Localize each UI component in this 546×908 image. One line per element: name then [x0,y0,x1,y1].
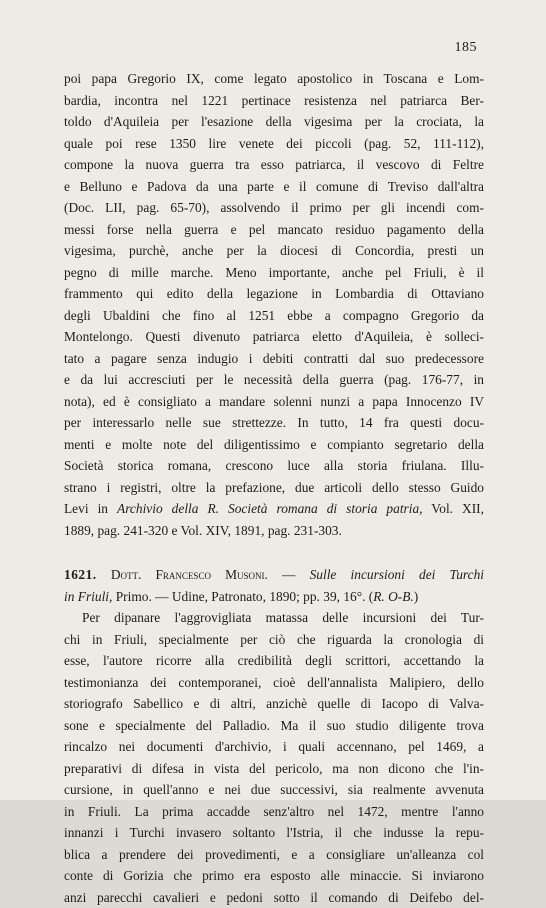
entry-dash: — [268,567,310,582]
entry-title-continued: in Friuli, [64,589,112,604]
text-line [64,498,484,520]
bibliography-entry [64,564,484,607]
text-line: testimonianza dei contemporanei, cioè dell'annalista Malipiero, dello [64,672,484,694]
text-fragment: Levi in [64,501,117,516]
journal-title: Archivio della R. Società romana di storia patria, [117,501,422,516]
text-line: (Doc. LII, pag. 65-70), assolvendo il primo per gli incendi com- [64,197,484,219]
text-line: chi in Friuli, specialmente per ciò che riguarda la cronologia di [64,629,484,651]
paragraph-gap [64,541,484,564]
text-line: per interessarlo nelle sue strettezze. In tutto, 14 fra questi docu- [64,412,484,434]
text-line: bardia, incontra nel 1221 pertinace resistenza nel patriarca Ber- [64,90,484,112]
text-line: Per dipanare l'aggrovigliata matassa delle incursioni dei Tur- [64,607,484,629]
text-line: in Friuli. La prima accadde senz'altro nel 1472, mentre l'anno [64,801,484,823]
text-line: pegno di mille marche. Meno importante, anche pel Friuli, è il [64,262,484,284]
text-line: rincalzo nei documenti d'archivio, i quali accennano, pel 1469, a [64,736,484,758]
text-line: conte di Gorizia che primo era esposto alle minaccie. Si inviarono [64,865,484,887]
text-line: 1889, pag. 241-320 e Vol. XIV, 1891, pag. 231-303. [64,520,484,542]
entry-publication: Primo. — Udine, Patronato, 1890; pp. 39, 16°. ( [112,589,373,604]
text-line: blica a prendere dei provedimenti, e a consigliare un'alleanza col [64,844,484,866]
text-line: menti e molte note del diligentissimo e compianto segretario della [64,434,484,456]
entry-author: Dott. Francesco Musoni. [111,567,268,582]
entry-heading-line [64,586,484,608]
entry-heading-line [64,564,484,586]
text-line: Società storica romana, crescono luce alla storia friulana. Illu- [64,455,484,477]
entry-number: 1621. [64,567,97,582]
review-paragraph-2 [64,607,484,908]
text-line: toldo d'Aquileia per l'esazione della vigesima per la crociata, la [64,111,484,133]
text-line: nota), ed è consigliato a mandare solenni nunzi a papa Innocenzo IV [64,391,484,413]
text-line: innanzi i Turchi invasero soltanto l'Istria, il che indusse la repu- [64,822,484,844]
entry-publication-end: ) [414,589,418,604]
text-line: frammento qui edito della legazione in Lombardia di Ottaviano [64,283,484,305]
text-line: vigesima, purchè, anche per la diocesi di Concordia, presti un [64,240,484,262]
text-line: tato a pagare senza indugio i debiti contratti dal suo predecessore [64,348,484,370]
text-line: e Belluno e Padova da una parte e il comune di Treviso dall'altra [64,176,484,198]
text-fragment: Vol. XII, [423,501,484,516]
text-line: e da lui accresciuti per le necessità della guerra (pag. 176-77, in [64,369,484,391]
text-line: quale poi rese 1350 lire venete dei piccoli (pag. 52, 111-112), [64,133,484,155]
page-number: 185 [455,40,478,56]
text-line: Montelongo. Questi divenuto patriarca eletto d'Aquileia, è solleci- [64,326,484,348]
text-line: compone la nuova guerra tra esso patriarca, il vescovo di Feltre [64,154,484,176]
text-line: storiografo Sabellico e di altri, anzichè quelle di Iacopo di Valva- [64,693,484,715]
page-text [64,68,484,908]
text-line: poi papa Gregorio IX, come legato apostolico in Toscana e Lom- [64,68,484,90]
entry-sigla: R. O-B. [373,589,414,604]
review-paragraph-1 [64,68,484,541]
text-line: cursione, in quell'anno e nei due successivi, sia realmente avvenuta [64,779,484,801]
text-line: esse, l'autore ricorre alla credibilità degli scrittori, accettando la [64,650,484,672]
text-line: messi forse nella guerra e pel mancato residuo pagamento della [64,219,484,241]
text-line: degli Ubaldini che fino al 1251 ebbe a compagno Gregorio da [64,305,484,327]
entry-title: Sulle incursioni dei Turchi [310,567,484,582]
text-line: sone e specialmente del Palladio. Ma il suo studio diligente trova [64,715,484,737]
text-line: preparativi di difesa in vista del pericolo, ma non dicono che l'in- [64,758,484,780]
text-line: anzi parecchi cavalieri e pedoni sotto il comando di Deifebo del- [64,887,484,908]
text-line: strano i registri, oltre la prefazione, due articoli dello stesso Guido [64,477,484,499]
